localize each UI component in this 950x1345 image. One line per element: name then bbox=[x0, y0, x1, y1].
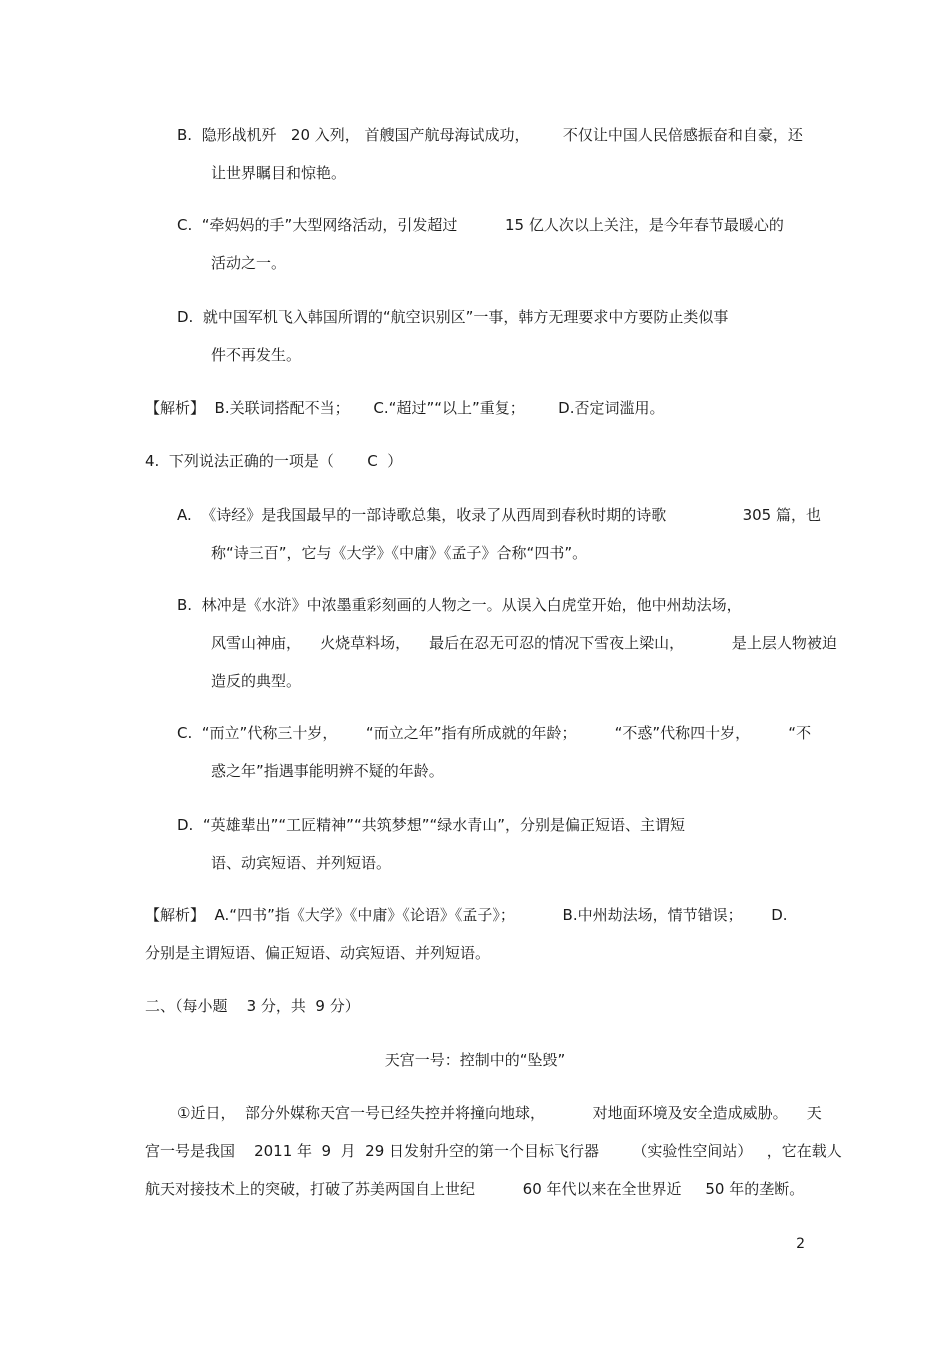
q3-option-d-line2: 件不再发生。 bbox=[211, 346, 302, 364]
article-paragraph-line3: 航天对接技术上的突破，打破了苏美两国自上世纪 60 年代以来在全世界近 50 年的垄断。 bbox=[145, 1180, 805, 1198]
q3-option-d-line1: D. 就中国军机飞入韩国所谓的“航空识别区”一事，韩方无理要求中方要防止类似事 bbox=[177, 308, 729, 326]
q4-analysis-line1: 【解析】 A.“四书”指《大学》《中庸》《论语》《孟子》； B.中州劫法场，情节错误； D. bbox=[145, 906, 788, 924]
q3-option-b-line2: 让世界瞩目和惊艳。 bbox=[211, 164, 347, 182]
article-paragraph-line2: 宫一号是我国 2011 年 9 月 29 日发射升空的第一个目标飞行器 （实验性空间站） ，它在载人 bbox=[145, 1142, 842, 1160]
q4-stem: 4. 下列说法正确的一项是（ C ） bbox=[145, 452, 403, 470]
article-title: 天宫一号：控制中的“坠毁” bbox=[384, 1051, 566, 1069]
q4-option-b-line1: B. 林冲是《水浒》中浓墨重彩刻画的人物之一。从误入白虎堂开始，他中州劫法场， bbox=[177, 596, 742, 614]
article-paragraph-line1: ①近日， 部分外媒称天宫一号已经失控并将撞向地球， 对地面环境及安全造成威胁。 天 bbox=[177, 1104, 822, 1122]
q3-option-c-line1: C. “牵妈妈的手”大型网络活动，引发超过 15 亿人次以上关注，是今年春节最暖心的 bbox=[177, 216, 784, 234]
section-heading: 二、（每小题 3 分，共 9 分） bbox=[145, 997, 360, 1015]
q4-analysis-line2: 分别是主谓短语、偏正短语、动宾短语、并列短语。 bbox=[145, 944, 491, 962]
q3-option-b-line1: B. 隐形战机歼 20 入列， 首艘国产航母海试成功， 不仅让中国人民倍感振奋和自豪，还 bbox=[177, 126, 803, 144]
q4-option-b-line2: 风雪山神庙， 火烧草料场， 最后在忍无可忍的情况下雪夜上梁山， 是上层人物被迫 bbox=[211, 634, 837, 652]
q4-option-c-line1: C. “而立”代称三十岁， “而立之年”指有所成就的年龄； “不惑”代称四十岁， “不 bbox=[177, 724, 812, 742]
q4-option-c-line2: 惑之年”指遇事能明辨不疑的年龄。 bbox=[211, 762, 444, 780]
q4-option-b-line3: 造反的典型。 bbox=[211, 672, 302, 690]
q3-analysis: 【解析】 B.关联词搭配不当； C.“超过”“以上”重复； D.否定词滥用。 bbox=[145, 399, 665, 417]
q4-option-a-line1: A. 《诗经》是我国最早的一部诗歌总集，收录了从西周到春秋时期的诗歌 305 篇，也 bbox=[177, 506, 821, 524]
q3-option-c-line2: 活动之一。 bbox=[211, 254, 287, 272]
q4-option-d-line1: D. “英雄辈出”“工匠精神”“共筑梦想”“绿水青山”，分别是偏正短语、主谓短 bbox=[177, 816, 686, 834]
q4-option-d-line2: 语、动宾短语、并列短语。 bbox=[211, 854, 392, 872]
q4-option-a-line2: 称“诗三百”，它与《大学》《中庸》《孟子》合称“四书”。 bbox=[211, 544, 588, 562]
page-number: 2 bbox=[796, 1236, 805, 1252]
